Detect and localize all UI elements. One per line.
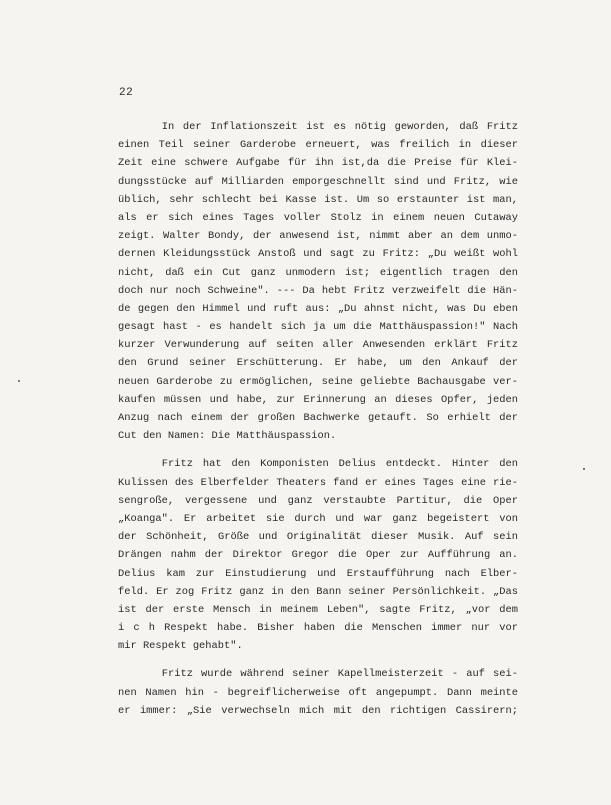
text-line: üblich, sehr schlecht bei Kasse ist. Um so erstaunter ist man, xyxy=(118,193,518,206)
text-line: den Grund seiner Erschütterung. Er habe, um den Ankauf der xyxy=(118,357,518,370)
text-line: Fritz hat den Komponisten Delius entdeckt. Hinter den xyxy=(161,458,518,471)
text-line: nen Namen hin - begreiflicherweise oft angepumpt. Dann meinte xyxy=(118,686,518,699)
scan-speck xyxy=(18,380,20,382)
text-line: Delius kam zur Einstudierung und Erstaufführung nach Elber- xyxy=(118,567,518,580)
text-line: mir Respekt gehabt". xyxy=(118,640,243,653)
text-line: zeigt. Walter Bondy, der anwesend ist, nimmt aber an dem unmo- xyxy=(118,230,518,243)
text-line: kurzer Verwunderung auf seiten aller Anwesenden erklärt Fritz xyxy=(118,339,518,352)
text-line: doch nur noch Schweine". --- Da hebt Fritz verzweifelt die Hän- xyxy=(118,284,518,297)
text-line: nicht, daß ein Cut ganz unmodern ist; eigentlich tragen den xyxy=(118,266,518,279)
scan-speck xyxy=(583,468,585,470)
text-line: Kulissen des Elberfelder Theaters fand er eines Tages eine rie- xyxy=(118,476,518,489)
paragraph xyxy=(118,455,518,655)
text-line: sengroße, vergessene und ganz verstaubte Partitur, die Oper xyxy=(118,494,518,507)
text-line: „Koanga". Er arbeitet sie durch und war ganz begeistert von xyxy=(118,512,518,525)
text-line: Fritz wurde während seiner Kapellmeisterzeit - auf sei- xyxy=(161,668,518,681)
text-line: feld. Er zog Fritz ganz in den Bann seiner Persönlichkeit. „Das xyxy=(118,585,518,598)
paragraph xyxy=(118,665,518,720)
paragraph xyxy=(118,118,518,445)
text-line: der Schönheit, Größe und Originalität dieser Musik. Auf sein xyxy=(118,531,518,544)
text-line: dungsstücke auf Milliarden emporgeschnellt sind und Fritz, wie xyxy=(118,175,518,188)
text-line: ist der erste Mensch in meinem Leben", sagte Fritz, „vor dem xyxy=(118,603,518,616)
text-line: In der Inflationszeit ist es nötig geworden, daß Fritz xyxy=(161,121,518,133)
text-line: Zeit eine schwere Aufgabe für ihn ist,da die Preise für Klei- xyxy=(118,157,518,170)
text-line: er immer: „Sie verwechseln mich mit den richtigen Cassirern; xyxy=(118,704,518,717)
text-line: de gegen den Himmel und ruft aus: „Du ahnst nicht, was Du eben xyxy=(118,302,518,315)
text-line: einen Teil seiner Garderobe erneuert, was freilich in dieser xyxy=(118,139,518,152)
text-line: gesagt hast - es handelt sich ja um die Matthäuspassion!" Nach xyxy=(118,321,518,334)
text-line: als er sich eines Tages voller Stolz in einem neuen Cutaway xyxy=(118,211,518,224)
text-line: Cut den Namen: Die Matthäuspassion. xyxy=(118,430,337,443)
text-line: dernen Kleidungsstück Anstoß und sagt zu Fritz: „Du weißt wohl xyxy=(118,248,518,261)
text-line: neuen Garderobe zu ermöglichen, seine geliebte Bachausgabe ver- xyxy=(118,375,518,388)
text-line: kaufen müssen und habe, zur Erinnerung an dieses Opfer, jeden xyxy=(118,393,518,406)
text-line: i c h Respekt habe. Bisher haben die Menschen immer nur vor xyxy=(118,622,518,635)
text-line: Anzug nach einem der großen Bachwerke getauft. So erhielt der xyxy=(118,412,518,424)
text-line: Drängen nahm der Direktor Gregor die Oper zur Aufführung an. xyxy=(118,549,518,562)
body-text xyxy=(118,118,518,730)
page-number: 22 xyxy=(119,87,134,99)
